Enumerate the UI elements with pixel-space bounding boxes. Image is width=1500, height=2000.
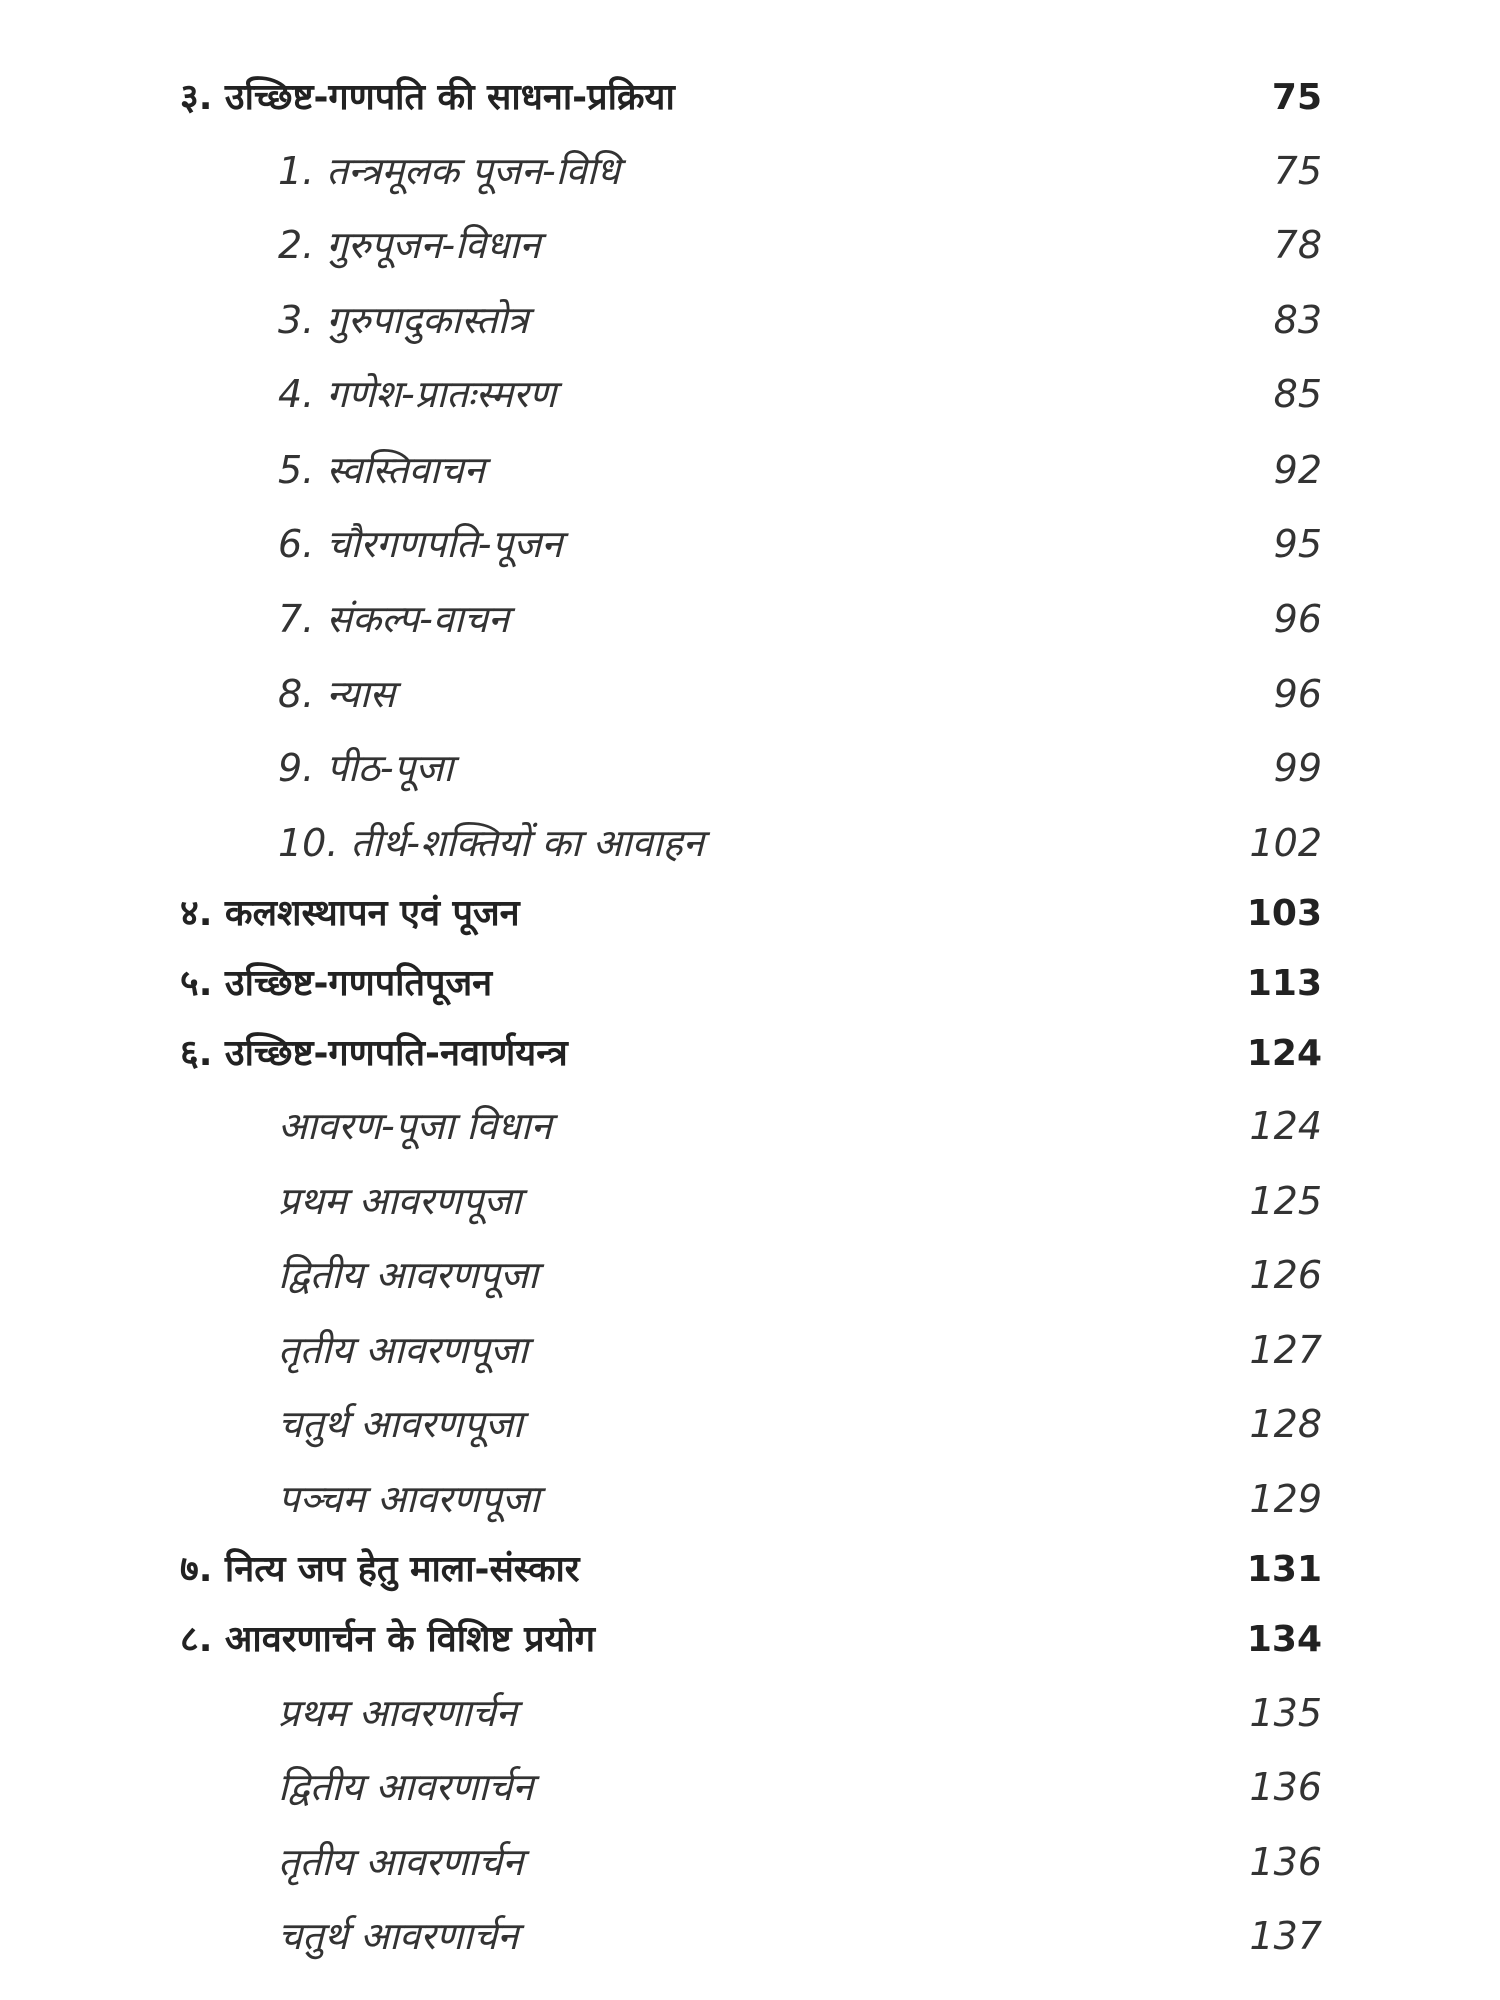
toc-entry-title: 1. तन्त्रमूलक पूजन-विधि [278, 149, 620, 193]
toc-subentry [0, 1171, 1500, 1231]
toc-entry-title: तृतीय आवरणपूजा [278, 1328, 528, 1372]
toc-subentry [0, 141, 1500, 201]
toc-entry-page: 75 [1273, 149, 1322, 193]
toc-entry-page: 127 [1249, 1328, 1322, 1372]
toc-entry-page: 113 [1246, 963, 1322, 1004]
toc-entry-page: 103 [1246, 893, 1322, 934]
toc-entry-page: 129 [1249, 1477, 1322, 1521]
toc-entry-title: प्रथम आवरणपूजा [278, 1179, 522, 1223]
toc-entry-page: 92 [1273, 448, 1322, 492]
toc-entry-title: 4. गणेश-प्रातःस्मरण [278, 372, 557, 416]
toc-entry-chapter-7 [0, 1540, 1500, 1600]
toc-subentry [0, 215, 1500, 275]
toc-entry-page: 131 [1246, 1549, 1322, 1590]
toc-entry-page: 102 [1249, 821, 1322, 865]
toc-entry-page: 95 [1273, 522, 1322, 566]
toc-subentry [0, 440, 1500, 500]
toc-entry-title: 3. गुरुपादुकास्तोत्र [278, 298, 529, 342]
toc-entry-page: 126 [1249, 1253, 1322, 1297]
toc-entry-title: 6. चौरगणपति-पूजन [278, 522, 563, 566]
toc-subentry [0, 1683, 1500, 1743]
toc-entry-page: 137 [1249, 1914, 1322, 1958]
toc-subentry [0, 290, 1500, 350]
toc-entry-title: 9. पीठ-पूजा [278, 746, 454, 790]
toc-entry-page: 136 [1249, 1765, 1322, 1809]
toc-entry-title: ३. उच्छिष्ट-गणपति की साधना-प्रक्रिया [180, 77, 675, 118]
toc-entry-chapter-4 [0, 884, 1500, 944]
toc-subentry [0, 364, 1500, 424]
toc-entry-page: 136 [1249, 1840, 1322, 1884]
toc-entry-title: 10. तीर्थ-शक्तियों का आवाहन [278, 821, 704, 865]
toc-entry-page: 134 [1246, 1619, 1322, 1660]
toc-entry-title: ८. आवरणार्चन के विशिष्ट प्रयोग [180, 1619, 596, 1660]
toc-subentry [0, 813, 1500, 873]
toc-entry-chapter-6 [0, 1024, 1500, 1084]
toc-entry-page: 125 [1249, 1179, 1322, 1223]
toc-entry-title: 2. गुरुपूजन-विधान [278, 223, 541, 267]
toc-entry-page: 85 [1273, 372, 1322, 416]
toc-subentry [0, 664, 1500, 724]
toc-entry-chapter-8 [0, 1610, 1500, 1670]
toc-subentry [0, 1096, 1500, 1156]
toc-entry-title: आवरण-पूजा विधान [278, 1104, 552, 1148]
toc-subentry [0, 1832, 1500, 1892]
toc-entry-title: ४. कलशस्थापन एवं पूजन [180, 893, 520, 934]
toc-entry-chapter-5 [0, 954, 1500, 1014]
toc-entry-page: 128 [1249, 1402, 1322, 1446]
toc-entry-page: 96 [1273, 672, 1322, 716]
toc-subentry [0, 738, 1500, 798]
toc-entry-title: तृतीय आवरणार्चन [278, 1840, 524, 1884]
toc-subentry [0, 1394, 1500, 1454]
toc-entry-page: 124 [1249, 1104, 1322, 1148]
toc-entry-page: 78 [1273, 223, 1322, 267]
toc-subentry [0, 1757, 1500, 1817]
toc-subentry [0, 1320, 1500, 1380]
toc-entry-title: द्वितीय आवरणार्चन [278, 1765, 534, 1809]
toc-subentry [0, 1245, 1500, 1305]
toc-subentry [0, 1469, 1500, 1529]
toc-entry-page: 96 [1273, 597, 1322, 641]
toc-entry-title: 8. न्यास [278, 672, 396, 716]
toc-entry-title: चतुर्थ आवरणार्चन [278, 1914, 519, 1958]
toc-entry-title: द्वितीय आवरणपूजा [278, 1253, 538, 1297]
toc-entry-page: 75 [1271, 77, 1322, 118]
toc-entry-page: 124 [1246, 1033, 1322, 1074]
toc-entry-title: पञ्चम आवरणपूजा [278, 1477, 540, 1521]
toc-entry-title: प्रथम आवरणार्चन [278, 1691, 517, 1735]
toc-entry-title: ७. नित्य जप हेतु माला-संस्कार [180, 1549, 580, 1590]
toc-entry-title: 5. स्वस्तिवाचन [278, 448, 485, 492]
toc-entry-title: ५. उच्छिष्ट-गणपतिपूजन [180, 963, 493, 1004]
toc-subentry [0, 589, 1500, 649]
toc-entry-page: 99 [1273, 746, 1322, 790]
toc-entry-page: 83 [1273, 298, 1322, 342]
toc-entry-title: 7. संकल्प-वाचन [278, 597, 509, 641]
toc-subentry [0, 514, 1500, 574]
toc-entry-title: ६. उच्छिष्ट-गणपति-नवार्णयन्त्र [180, 1033, 568, 1074]
toc-entry-chapter-3 [0, 68, 1500, 128]
toc-entry-page: 135 [1249, 1691, 1322, 1735]
toc-subentry [0, 1906, 1500, 1966]
toc-entry-title: चतुर्थ आवरणपूजा [278, 1402, 523, 1446]
